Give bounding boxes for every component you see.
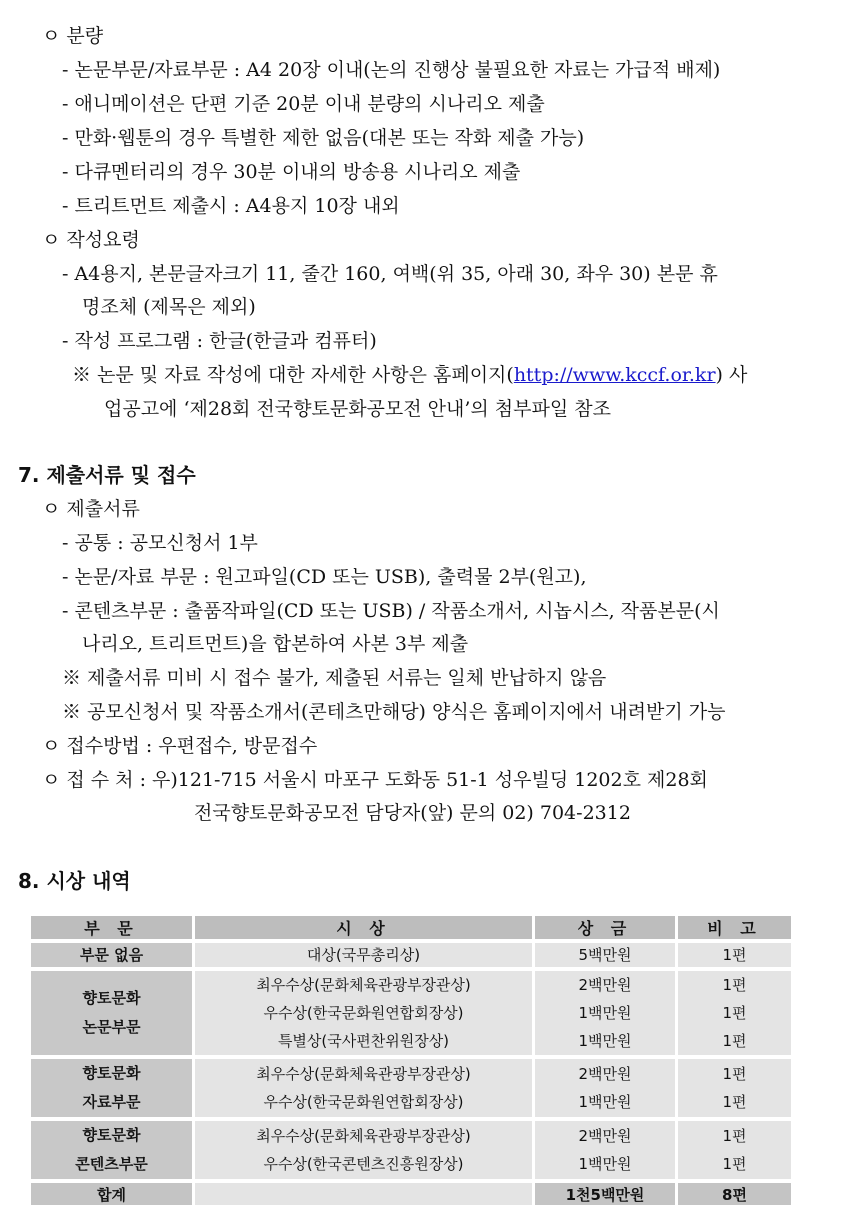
count-cell [678,1059,791,1117]
total-prize: 1천5백만원 [535,1183,675,1205]
award-cell [195,971,532,1055]
total-count: 8편 [678,1183,791,1205]
award-name: 최우수상(문화체육관광부장관상) [256,1127,471,1145]
amount-item: - 논문부문/자료부문 : A4 20장 이내(논의 진행상 불필요한 자료는 가급적 배제) [62,59,721,81]
category-label: 부문 없음 [79,946,144,964]
docs-note: ※ 공모신청서 및 작품소개서(콘테츠만해당) 양식은 홈페이지에서 내려받기 가능 [62,701,726,723]
award-count: 1편 [722,976,747,994]
prize-cell [535,943,675,967]
prize-amount: 2백만원 [578,1065,632,1083]
award-count: 1편 [722,946,747,964]
note-text: ) 사 [715,364,748,386]
count-cell [678,1121,791,1179]
amount-item: - 애니메이션은 단편 기준 20분 이내 분량의 시나리오 제출 [62,93,545,115]
note-text: ※ 논문 및 자료 작성에 대한 자세한 사항은 홈페이지( [72,364,514,386]
count-cell [678,943,791,967]
prize-amount: 1백만원 [578,1155,632,1173]
table-header-row [31,916,791,939]
amount-item: - 다큐멘터리의 경우 30분 이내의 방송용 시나리오 제출 [62,161,521,183]
prize-cell [535,971,675,1055]
total-row [31,1183,791,1205]
table-row [31,1121,791,1179]
category-label: 논문부문 [82,1018,141,1036]
docs-heading: ㅇ 제출서류 [42,498,140,520]
table-row [31,943,791,967]
table-row [31,971,791,1055]
total-label: 합계 [31,1183,192,1205]
category-cell [31,971,192,1055]
receipt-method: ㅇ 접수방법 : 우편접수, 방문접수 [42,735,318,757]
category-cell [31,1059,192,1117]
amount-heading: ㅇ 분량 [42,25,104,47]
docs-paper: - 논문/자료 부문 : 원고파일(CD 또는 USB), 출력물 2부(원고), [62,566,587,588]
homepage-link[interactable]: http://www.kccf.or.kr [513,364,716,386]
award-name: 최우수상(문화체육관광부장관상) [256,1065,471,1083]
award-count: 1편 [722,1127,747,1145]
writing-heading: ㅇ 작성요령 [42,229,140,251]
category-cell [31,943,192,967]
category-label: 향토문화 [82,989,141,1007]
docs-common: - 공통 : 공모신청서 1부 [62,532,258,554]
header-prize: 상 금 [535,916,675,939]
prize-amount: 2백만원 [578,976,632,994]
award-name: 대상(국무총리상) [306,946,421,964]
docs-contents-cont: 나리오, 트리트먼트)을 합본하여 사본 3부 제출 [82,633,469,655]
receipt-place-cont: 전국향토문화공모전 담당자(앞) 문의 02) 704-2312 [194,802,631,824]
amount-item: - 만화·웹툰의 경우 특별한 제한 없음(대본 또는 작화 제출 가능) [62,127,585,149]
award-cell [195,1059,532,1117]
total-blank [195,1183,532,1205]
homepage-note-cont: 업공고에 ‘제28회 전국향토문화공모전 안내’의 첨부파일 참조 [104,398,611,420]
docs-note: ※ 제출서류 미비 시 접수 불가, 제출된 서류는 일체 반납하지 않음 [62,667,607,689]
header-division: 부 문 [31,916,192,939]
award-count: 1편 [722,1155,747,1173]
homepage-note [72,363,747,387]
table-row [31,1059,791,1117]
section-7-title: 7. 제출서류 및 접수 [18,463,196,487]
award-name: 우수상(한국콘텐츠진흥원장상) [263,1155,464,1173]
award-count: 1편 [722,1032,747,1050]
category-cell [31,1121,192,1179]
award-count: 1편 [722,1093,747,1111]
award-cell [195,1121,532,1179]
program-line: - 작성 프로그램 : 한글(한글과 컴퓨터) [62,330,377,352]
award-name: 우수상(한국문화원연합회장상) [263,1093,464,1111]
category-label: 향토문화 [82,1064,141,1082]
header-award: 시 상 [195,916,532,939]
prize-amount: 1백만원 [578,1004,632,1022]
receipt-place: ㅇ 접 수 처 : 우)121-715 서울시 마포구 도화동 51-1 성우빌딩 1202호 제28회 [42,769,708,791]
prize-amount: 2백만원 [578,1127,632,1145]
prize-cell [535,1059,675,1117]
award-name: 우수상(한국문화원연합회장상) [263,1004,464,1022]
award-count: 1편 [722,1004,747,1022]
award-count: 1편 [722,1065,747,1083]
section-8-title: 8. 시상 내역 [18,869,131,893]
docs-contents: - 콘텐츠부문 : 출품작파일(CD 또는 USB) / 작품소개서, 시놉시스, 작품본문(시 [62,600,720,622]
category-label: 자료부문 [82,1093,141,1111]
format-line: 명조체 (제목은 제외) [82,296,256,318]
award-cell [195,943,532,967]
header-note: 비 고 [678,916,791,939]
prize-amount: 1백만원 [578,1093,632,1111]
count-cell [678,971,791,1055]
category-label: 향토문화 [82,1126,141,1144]
award-name: 최우수상(문화체육관광부장관상) [256,976,471,994]
prize-amount: 1백만원 [578,1032,632,1050]
category-label: 콘텐츠부문 [75,1155,148,1173]
prize-cell [535,1121,675,1179]
awards-table [28,912,794,1209]
award-name: 특별상(국사편찬위원장상) [277,1032,450,1050]
format-line: - A4용지, 본문글자크기 11, 줄간 160, 여백(위 35, 아래 30, 좌우 30) 본문 휴 [62,263,718,285]
prize-amount: 5백만원 [578,946,632,964]
amount-item: - 트리트먼트 제출시 : A4용지 10장 내외 [62,195,400,217]
